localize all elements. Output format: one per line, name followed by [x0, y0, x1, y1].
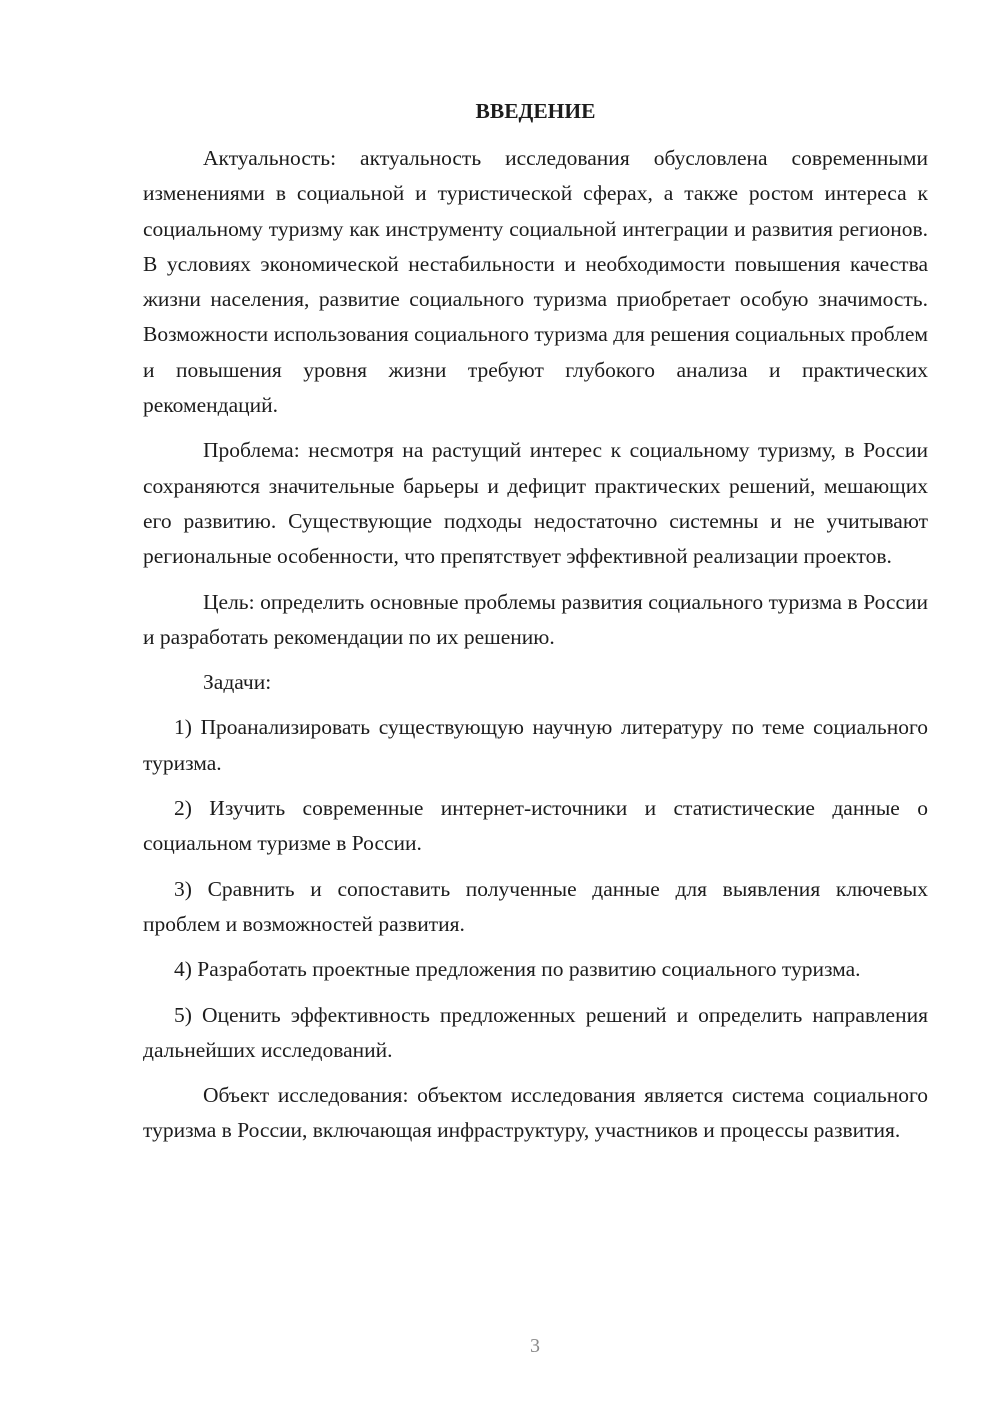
relevance-paragraph: Актуальность: актуальность исследования обусловлена современными изменениями в социальной и туристической сферах, а также ростом интереса к социальному туризму как инструменту социальной интеграции и развития регионов. В условиях экономической нестабильности и необходимости повышения качества жизни населения, развитие социального туризма приобретает особую значимость. Возможности использования социального туризма для решения социальных проблем и повышения уровня жизни требуют глубокого анализа и практических рекомендаций.	[143, 146, 928, 418]
goal-paragraph: Цель: определить основные проблемы развития социального туризма в России и разработать рекомендации по их решению.	[143, 589, 928, 649]
task-item-4: 4) Разработать проектные предложения по развитию социального туризма.	[174, 957, 861, 982]
page-body	[143, 94, 928, 1149]
task-item-1: 1) Проанализировать существующую научную литературу по теме социального туризма.	[143, 715, 928, 775]
section-heading: ВВЕДЕНИЕ	[475, 99, 596, 123]
problem-paragraph: Проблема: несмотря на растущий интерес к социальному туризму, в России сохраняются значительные барьеры и дефицит практических решений, мешающих его развитию. Существующие подходы недостаточно системны и не учитывают региональные особенности, что препятствует эффективной реализации проектов.	[143, 438, 928, 569]
page-number: 3	[530, 1335, 540, 1357]
tasks-heading: Задачи:	[203, 670, 272, 695]
task-item-2: 2) Изучить современные интернет-источники и статистические данные о социальном туризме в России.	[143, 796, 928, 856]
research-object-paragraph: Объект исследования: объектом исследования является система социального туризма в России, включающая инфраструктуру, участников и процессы развития.	[143, 1083, 928, 1143]
task-item-3: 3) Сравнить и сопоставить полученные данные для выявления ключевых проблем и возможностей развития.	[143, 876, 928, 936]
task-item-5: 5) Оценить эффективность предложенных решений и определить направления дальнейших исследований.	[143, 1002, 928, 1062]
